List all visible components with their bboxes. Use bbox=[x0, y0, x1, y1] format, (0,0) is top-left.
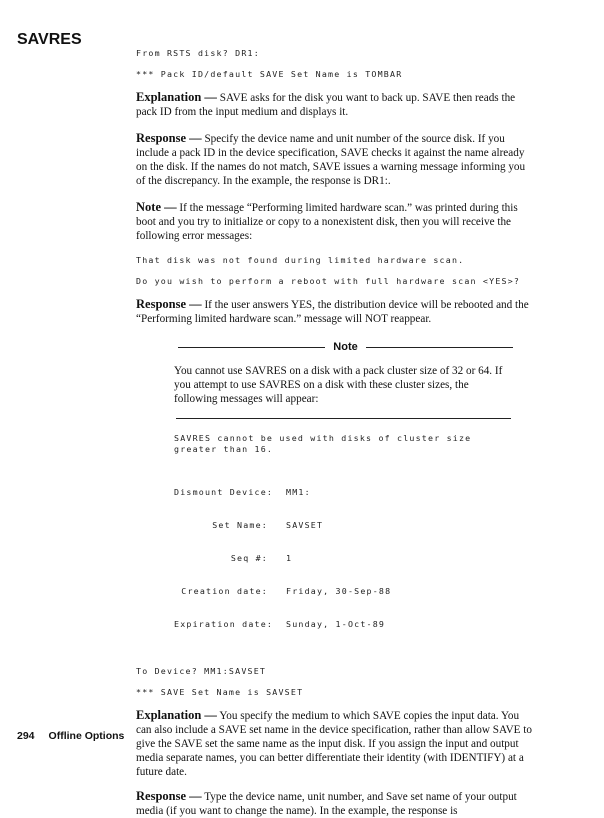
response-paragraph bbox=[136, 297, 536, 326]
info-value: Sunday, 1-Oct-89 bbox=[286, 619, 386, 629]
divider bbox=[176, 418, 511, 419]
info-key: Expiration date: bbox=[174, 619, 274, 629]
code-line: greater than 16. bbox=[174, 444, 274, 454]
code-line: That disk was not found during limited hardware scan. bbox=[136, 255, 465, 265]
explanation-label: Explanation — bbox=[136, 90, 217, 104]
code-line: *** SAVE Set Name is SAVSET bbox=[136, 687, 304, 697]
info-key: Creation date: bbox=[181, 586, 268, 596]
note-box-text: You cannot use SAVRES on a disk with a pack cluster size of 32 or 64. If you attempt to use SAVRES on a disk with these cluster sizes, the following messages will appear: bbox=[174, 365, 503, 405]
divider bbox=[178, 347, 325, 348]
info-row bbox=[174, 520, 514, 531]
explanation-paragraph bbox=[136, 708, 536, 779]
page-body bbox=[136, 48, 536, 818]
section-title: Offline Options bbox=[48, 730, 125, 742]
info-key: Set Name: bbox=[212, 520, 268, 530]
info-row bbox=[174, 619, 514, 630]
response-text: Type the device name, unit number, and Save set name of your output media (if you want to change the name). In the example, the response is bbox=[136, 791, 517, 817]
code-line: From RSTS disk? DR1: bbox=[136, 48, 260, 58]
response-label: Response — bbox=[136, 789, 202, 803]
page-heading: SAVRES bbox=[17, 31, 82, 48]
response-paragraph bbox=[136, 789, 536, 818]
page-number: 294 bbox=[17, 730, 35, 742]
explanation-label: Explanation — bbox=[136, 708, 217, 722]
note-text: If the message “Performing limited hardware scan.” was printed during this boot and you try to initialize or copy to a nonexistent disk, then you will receive the following error messages: bbox=[136, 202, 518, 242]
divider bbox=[366, 347, 513, 348]
response-label: Response — bbox=[136, 297, 202, 311]
explanation-text: You specify the medium to which SAVE copies the input data. You can also include a SAVE set name in the device specification, rather than allow SAVE to give the SAVE set the same name as the input disk. If you assign the input and output media separate names, you can better differentiate their identity (with IDENTIFY) at a future date. bbox=[136, 710, 533, 778]
code-line: Do you wish to perform a reboot with full hardware scan <YES>? bbox=[136, 276, 521, 286]
response-paragraph bbox=[136, 131, 536, 188]
explanation-paragraph bbox=[136, 90, 536, 119]
info-key: Seq #: bbox=[230, 553, 268, 563]
response-text: If the user answers YES, the distribution device will be rebooted and the “Performing limited hardware scan.” message will NOT reappear. bbox=[136, 299, 529, 325]
response-label: Response — bbox=[136, 131, 202, 145]
code-line: SAVRES cannot be used with disks of cluster size bbox=[174, 433, 472, 443]
info-row bbox=[174, 586, 514, 597]
info-value: Friday, 30-Sep-88 bbox=[286, 586, 392, 596]
info-value: 1 bbox=[286, 553, 293, 563]
note-label: Note — bbox=[136, 200, 177, 214]
info-value: SAVSET bbox=[286, 520, 324, 530]
code-line: To Device? MM1:SAVSET bbox=[136, 666, 267, 676]
info-row bbox=[174, 553, 514, 564]
page-footer bbox=[17, 730, 138, 742]
response-text: Specify the device name and unit number of the source disk. If you include a pack ID in the device specification, SAVE checks it against the name already on the disk. If the names do not match, SAVE issues a warning message informing you of the discrepancy. In the example, the response is DR1:. bbox=[136, 133, 526, 187]
note-paragraph bbox=[136, 200, 536, 243]
save-set-info-table bbox=[174, 465, 514, 652]
note-box-header bbox=[178, 340, 513, 354]
info-value: MM1: bbox=[286, 487, 311, 497]
note-box-title: Note bbox=[333, 341, 358, 353]
code-line: *** Pack ID/default SAVE Set Name is TOMBAR bbox=[136, 69, 403, 79]
info-row bbox=[174, 487, 514, 498]
info-key: Dismount Device: bbox=[174, 487, 274, 497]
explanation-text: SAVE asks for the disk you want to back up. SAVE then reads the pack ID from the input medium and displays it. bbox=[136, 92, 516, 118]
